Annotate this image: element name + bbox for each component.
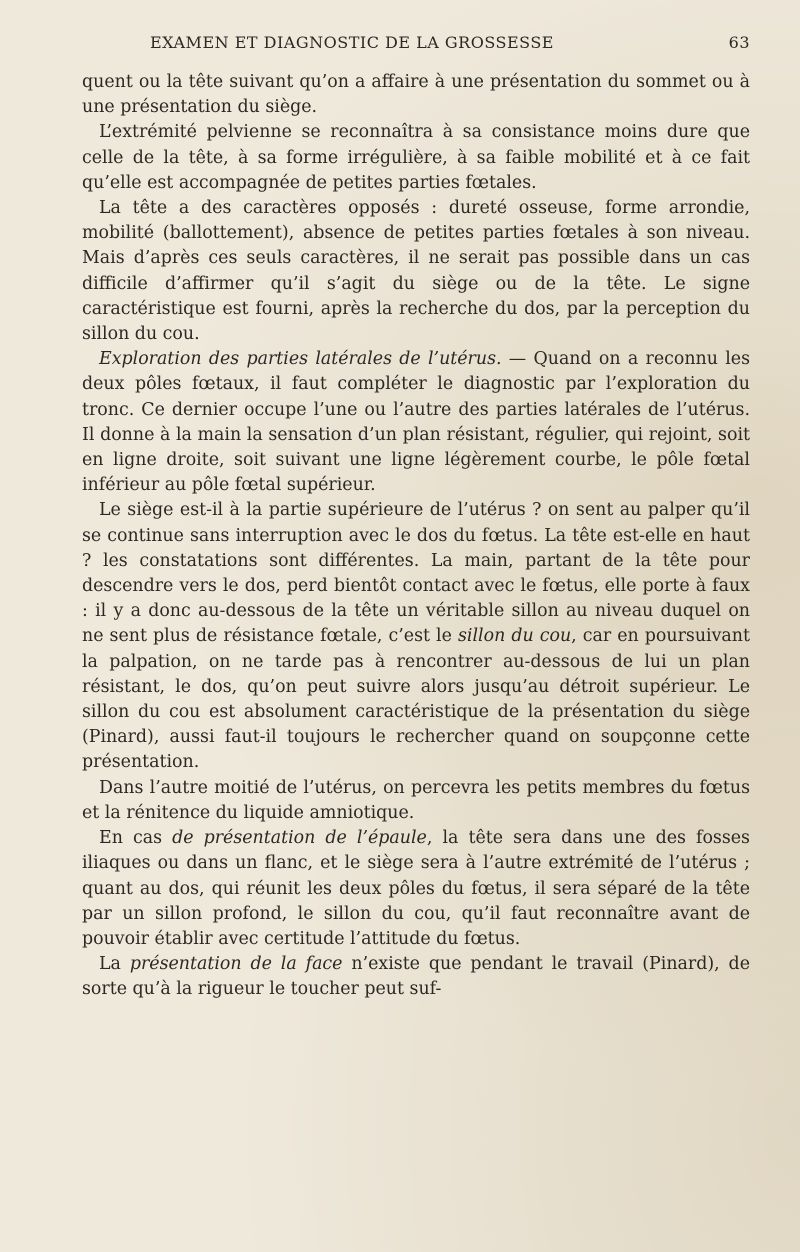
text-segment: n’existe que pendant le travail (Pinard), de sorte qu’à la rigueur le toucher peut suf- [82,954,750,1000]
text-segment: Le siège est-il à la partie supérieure de l’utérus ? on sent au palper qu’il se continue sans interruption avec le dos du fœtus. La tête est-elle en haut ? les constatations sont différentes. La main, partant de la tête pour descendre vers le dos, perd bientôt contact avec le fœtus, elle porte à faux : il y a donc au-dessous de la tête un véritable sillon au niveau duquel on ne sent plus de résistance fœtale, c’est le [82,500,750,647]
paragraph-p1 [82,70,750,120]
italic-phrase: sillon du cou [457,626,572,647]
italic-phrase: Exploration des parties latérales de l’utérus. [99,349,502,370]
text-segment: Dans l’autre moitié de l’utérus, on percevra les petits membres du fœtus et la rénitence du liquide amniotique. [82,777,750,823]
paragraph-p4 [82,347,750,498]
paragraph-p6 [82,776,750,826]
text-segment: L’extrémité pelvienne se reconnaîtra à sa consistance moins dure que celle de la tête, à sa forme irrégulière, à sa faible mobilité et à ce fait qu’elle est accompagnée de petites parties fœtales. [82,122,750,193]
text-segment: , la tête sera dans une des fosses iliaques ou dans un flanc, et le siège sera à l’autre extrémité de l’utérus ; quant au dos, qui réunit les deux pôles du fœtus, il sera séparé de la tête par un sillon profond, le sillon du cou, qu’il faut reconnaître avant de pouvoir établir avec certitude l’attitude du fœtus. [82,828,750,949]
paragraph-p5 [82,498,750,775]
italic-phrase: de présentation de l’épaule [172,828,427,849]
text-segment: La [99,954,130,975]
italic-phrase: présentation de la face [129,954,343,975]
text-segment: , car en poursuivant la palpation, on ne tarde pas à rencontrer au-dessous de lui un plan résistant, le dos, qu’on peut suivre alors jusqu’au détroit supérieur. Le sillon du cou est absolument caractéristique de la présentation du siège (Pinard), aussi faut-il toujours le rechercher quand on soupçonne cette présentation. [82,626,750,773]
text-segment: En cas [99,828,173,849]
running-header [82,30,750,56]
text-segment: quent ou la tête suivant qu’on a affaire à une présentation du sommet ou à une présentation du siège. [82,72,750,118]
paragraph-p7 [82,826,750,952]
running-title: EXAMEN ET DIAGNOSTIC DE LA GROSSESSE [150,33,554,52]
text-segment: — Quand on a reconnu les deux pôles fœtaux, il faut compléter le diagnostic par l’exploration du tronc. Ce dernier occupe l’une ou l’autre des parties latérales de l’utérus. Il donne à la main la sensation d’un plan résistant, régulier, qui rejoint, soit en ligne droite, soit suivant une ligne légèrement courbe, le pôle fœtal inférieur au pôle fœtal supérieur. [82,349,750,496]
body-text [82,70,750,1003]
paragraph-p3 [82,196,750,347]
page-number: 63 [728,33,750,52]
text-segment: La tête a des caractères opposés : dureté osseuse, forme arrondie, mobilité (ballottement), absence de petites parties fœtales à son niveau. Mais d’après ces seuls caractères, il ne serait pas possible dans un cas difficile d’affirmer qu’il s’agit du siège ou de la tête. Le signe caractéristique est fourni, après la recherche du dos, par la perception du sillon du cou. [82,198,750,345]
paragraph-p8 [82,952,750,1002]
paragraph-p2 [82,120,750,196]
